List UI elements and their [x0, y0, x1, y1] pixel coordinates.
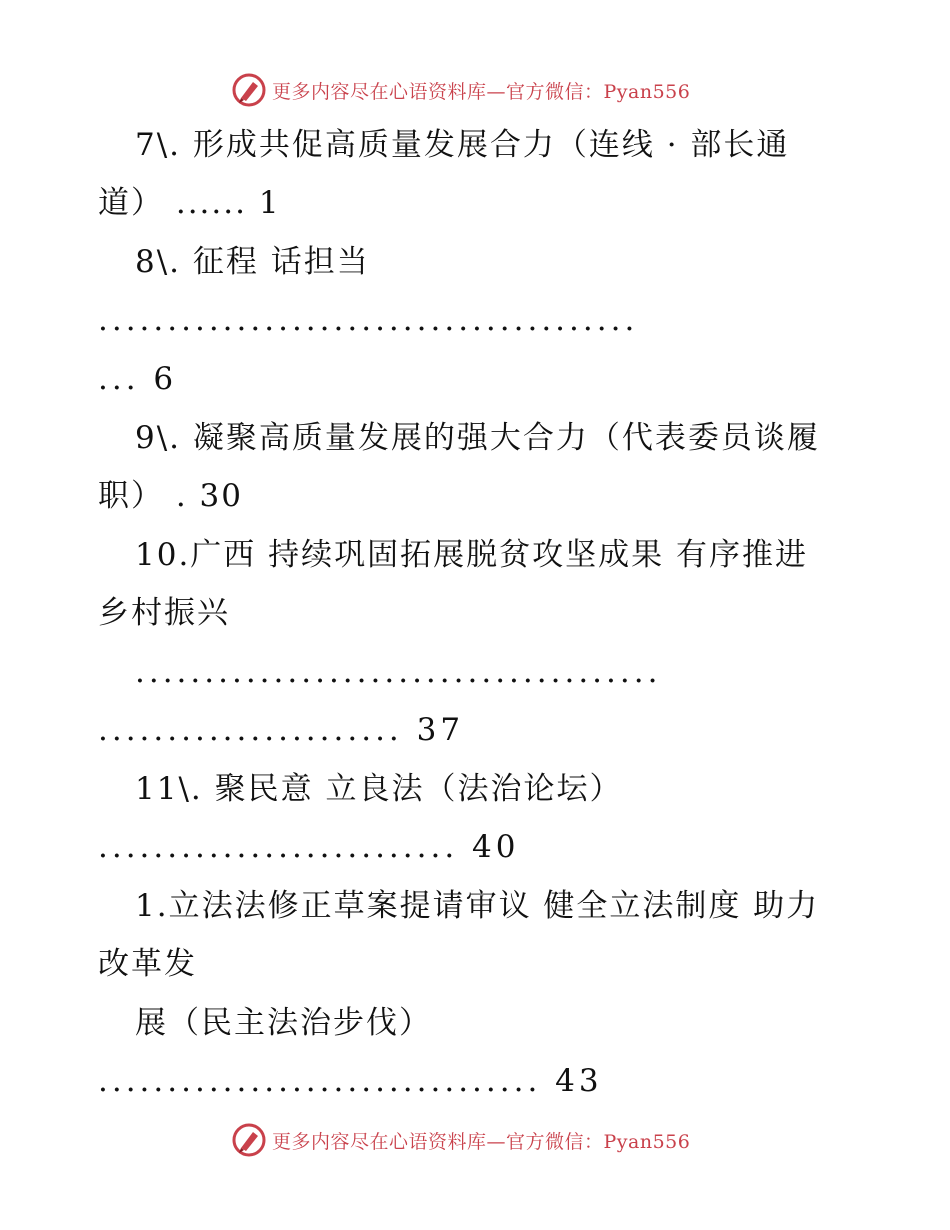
watermark-header — [232, 70, 690, 110]
toc-page-number: .......................... 40 — [98, 829, 520, 865]
toc-entry-9-cont: 职） . 30 — [98, 478, 244, 514]
toc-entry-7-cont: 道） ...... 1 — [98, 185, 281, 221]
pen-logo-icon — [232, 1123, 266, 1157]
toc-leader-dots: ...................................... — [135, 654, 662, 690]
toc-page-number: ... 6 — [98, 361, 178, 397]
toc-entry-1: 1.立法法修正草案提请审议 健全立法制度 助力 — [135, 888, 820, 924]
toc-entry-9: 9\. 凝聚高质量发展的强大合力（代表委员谈履 — [135, 420, 820, 456]
toc-leader-dots: ....................................... — [98, 302, 639, 338]
toc-entry-10-cont: 乡村振兴 — [98, 595, 230, 631]
toc-page-number: ................................ 43 — [98, 1063, 603, 1099]
pen-logo-icon — [232, 73, 266, 107]
toc-entry-10: 10.广西 持续巩固拓展脱贫攻坚成果 有序推进 — [135, 537, 809, 573]
toc-entry-8: 8\. 征程 话担当 — [135, 244, 370, 280]
watermark-footer — [232, 1120, 690, 1160]
toc-entry-7: 7\. 形成共促高质量发展合力（连线 · 部长通 — [135, 127, 790, 163]
toc-entry-1-cont: 展（民主法治步伐） — [135, 1005, 432, 1041]
toc-entry-1-cont: 改革发 — [98, 946, 197, 982]
watermark-text: 更多内容尽在心语资料库—官方微信：Pyan556 — [272, 1130, 691, 1153]
toc-entry-11: 11\. 聚民意 立良法（法治论坛） — [135, 771, 623, 807]
watermark-text: 更多内容尽在心语资料库—官方微信：Pyan556 — [272, 80, 691, 103]
toc-page-number: ...................... 37 — [98, 712, 465, 748]
